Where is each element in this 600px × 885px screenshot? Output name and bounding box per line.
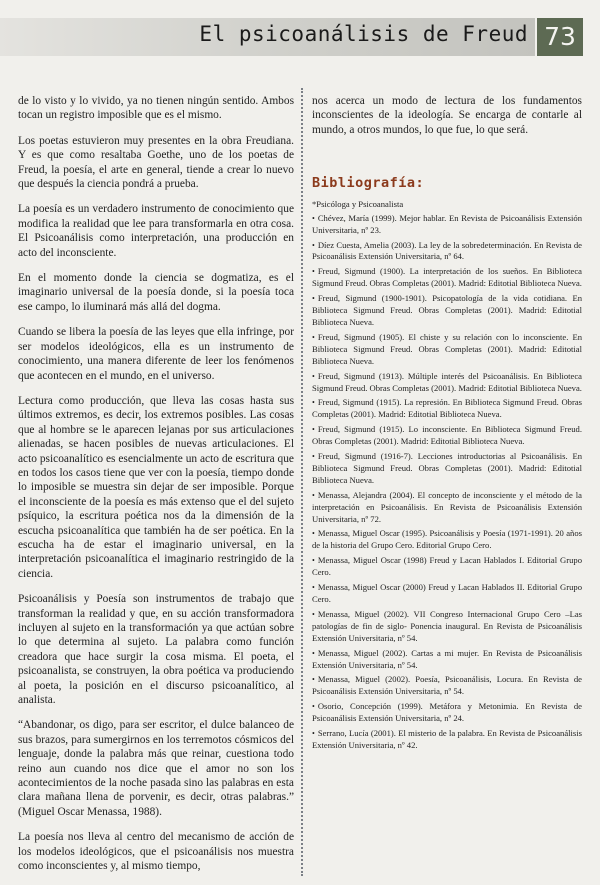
bullet-icon: • (312, 490, 315, 500)
entry-text: Menassa, Miguel (2002). Poesía, Psicoanálisis, Locura. En Revista de Psicoanálisis Extensión Universitaria, nº 54. (312, 674, 582, 697)
entry-text: Serrano, Lucía (2001). El misterio de la palabra. En Revista de Psicoanálisis Extensión Universitaria, nº 42. (312, 728, 582, 750)
entry-text: Chévez, María (1999). Mejor hablar. En Revista de Psicoanálisis Extensión Universitaria, nº 23. (312, 212, 582, 235)
entry-text: Freud, Sigmund (1916-7). Lecciones introductorias al Psicoanálisis. En Biblioteca Sigmund Freud. Obras Completas (2001). Madrid: Editotial Biblioteca Nueva. (312, 451, 582, 485)
paragraph: En el momento donde la ciencia se dogmatiza, es el imaginario universal de la poesía donde, si la poesía toca ese campo, lo iluminará más allá del dogma. (18, 272, 294, 313)
paragraph: Los poetas estuvieron muy presentes en la obra Freudiana. Y es que como resaltaba Goethe, uno de los poetas de Freud, la poesía, el arte en general, tiende a crear lo nuevo que después la ciencia pondrá a prueba. (18, 134, 294, 191)
bullet-icon: • (312, 583, 315, 593)
entry-text: Freud, Sigmund (1900-1901). Psicopatología de la vida cotidiana. En Biblioteca Sigmund Freud. Obras Completas (2001). Madrid: Editotial Biblioteca Nueva. (312, 293, 582, 327)
entry-text: Menassa, Miguel Oscar (1995). Psicoanálisis y Poesía (1971-1991). 20 años de la historia del Grupo Cero. Editorial Grupo Cero. (312, 528, 582, 551)
bibliography-entry (312, 528, 582, 552)
bibliography-entry (312, 674, 582, 698)
running-title: El psicoanálisis de Freud (199, 22, 528, 46)
entry-text: Osorio, Concepción (1999). Metáfora y Metonimia. En Revista de Psicoanálisis Extensión Universitaria, nº 24. (312, 701, 582, 724)
entry-text: Menassa, Miguel Oscar (2000) Freud y Lacan Hablados II. Editorial Grupo Cero. (312, 582, 582, 604)
bibliography-list (312, 213, 582, 752)
bullet-icon: • (312, 556, 315, 566)
paragraph: La poesía es un verdadero instrumento de conocimiento que modifica la realidad que lee para transformarla en otra cosa. El Psicoanálisis como interpretación, una producción en acto del inconsciente. (18, 203, 294, 259)
bibliography-entry (312, 213, 582, 237)
bullet-icon: • (312, 371, 315, 381)
entry-text: Menassa, Miguel (2002). Cartas a mi mujer. En Revista de Psicoanálisis Extensión Universitaria, nº 54. (312, 647, 582, 670)
paragraph: Cuando se libera la poesía de las leyes que ella infringe, por ser modelos ideológicos, ella es un instrumento de conocimiento, una manera diferente de leer los fenómenos que acontecen en el mundo, en el universo. (18, 326, 294, 382)
bibliography-entry (312, 371, 582, 395)
entry-text: Freud, Sigmund (1905). El chiste y su relación con lo inconsciente. En Biblioteca Sigmund Freud. Obras Completas (2001). Madrid: Editotial Biblioteca Nueva. (312, 331, 582, 366)
bullet-icon: • (312, 702, 315, 712)
paragraph: Psicoanálisis y Poesía son instrumentos de trabajo que transforman la realidad y que, en su acción transformadora incluyen al sujeto en la transformación ya que actúan sobre lo que determina al sujeto. La palabra como función creadora que hace surgir la cosa misma. El poeta, el psicoanalista, se construyen, la obra poética va produciendo al poeta, la posición en el discurso psicoanalítico, al analista. (18, 593, 294, 707)
bullet-icon: • (312, 425, 315, 435)
bullet-icon: • (312, 398, 315, 408)
entry-text: Menassa, Alejandra (2004). El concepto de inconsciente y el método de la interpretación en Psicoanálisis. En Revista de Psicoanálisis Extensión Universitaria, nº 72. (312, 489, 582, 524)
paragraph: La poesía nos lleva al centro del mecanismo de acción de los modelos ideológicos, que el psicoanálisis nos muestra como inconscientes y, al mismo tiempo, (18, 831, 294, 873)
bibliography-heading: Bibliografía: (312, 175, 425, 192)
bullet-icon: • (312, 609, 315, 619)
bullet-icon: • (312, 240, 315, 250)
column-divider (301, 88, 303, 876)
page-number: 73 (537, 18, 583, 56)
bullet-icon: • (312, 675, 315, 685)
entry-text: Menassa, Miguel (2002). VII Congreso Internacional Grupo Cero –Las patologías de fin de siglo- Ponencia inaugural. En Revista de Psicoanálisis Extensión Universitaria, nº 54. (312, 608, 582, 643)
bullet-icon: • (312, 213, 315, 223)
quote-paragraph: “Abandonar, os digo, para ser escritor, el dulce balanceo de sus brazos, para sumergirnos en los terremotos cósmicos del lenguaje, donde la palabra más que reinar, cuestiona todo reino aun cuando nos dice que el amor no son los acontecimientos de la noche pasada sino las palabras en esta clara mañana llena de porvenir, es decir, otras palabras.” (Miguel Oscar Menassa, 1988). (18, 719, 294, 818)
bullet-icon: • (312, 529, 315, 539)
entry-text: Freud, Sigmund (1915). Lo inconsciente. En Biblioteca Sigmund Freud. Obras Completas (2001). Madrid: Editotial Biblioteca Nueva. (312, 424, 582, 447)
bibliography-entry (312, 555, 582, 579)
paragraph: Lectura como producción, que lleva las cosas hasta sus últimos extremos, es decir, los extremos posibles. Las cosas que al hombre se le aparecen lejanas por sus articulaciones alienadas, se hacen posibles de nuevas articulaciones. El acto psicoanalítico es esencialmente un acto de escritura que en todos los casos tiene que ver con la poesía, tiempo donde lo imposible se muestra sin dejar de ser imposible. Porque el inconsciente de la poesía es más extenso que el del sujeto psíquico, la escritura poética nos da la dimensión de la escucha psicoanalítica que también ha de ser poética. En la escucha ha de estar el imaginario universal, en la interpretación psicoanalítica el imaginario restringido de la ciencia. (18, 394, 294, 580)
bibliography-entry (312, 728, 582, 752)
bullet-icon: • (312, 452, 315, 462)
bibliography-entry (312, 293, 582, 329)
right-column (312, 94, 582, 755)
entry-text: Menassa, Miguel Oscar (1998) Freud y Lacan Hablados I. Editorial Grupo Cero. (312, 555, 582, 578)
bullet-icon: • (312, 294, 315, 304)
bibliography-entry (312, 582, 582, 606)
entry-text: Freud, Sigmund (1900). La interpretación de los sueños. En Biblioteca Sigmund Freud. Obras Completas (2001). Madrid: Editotial Biblioteca Nueva. (312, 266, 582, 289)
entry-text: Díez Cuesta, Amelia (2003). La ley de la sobredeterminación. En Revista de Psicoanálisis Extensión Universitaria, nº 64. (312, 239, 582, 262)
bullet-icon: • (312, 267, 315, 277)
bibliography-entry (312, 609, 582, 645)
entry-text: Freud, Sigmund (1915). La represión. En Biblioteca Sigmund Freud. Obras Completas (2001). Madrid: Editotial Biblioteca Nueva. (312, 397, 582, 420)
bibliography-entry (312, 648, 582, 672)
bibliography-entry (312, 266, 582, 290)
closing-paragraph: nos acerca un modo de lectura de los fundamentos inconscientes de la ideología. Se encarga de contarle al mundo, a otros mundos, lo que fue, lo que será. (312, 95, 582, 136)
bibliography-entry (312, 397, 582, 421)
entry-text: Freud, Sigmund (1913). Múltiple interés del Psicoanálisis. En Biblioteca Sigmund Freud. Obras Completas (2001). Madrid: Editotial Biblioteca Nueva. (312, 370, 582, 393)
author-note: *Psicóloga y Psicoanalista (312, 199, 404, 210)
left-column (18, 94, 294, 885)
bibliography-entry (312, 451, 582, 487)
bibliography-entry (312, 424, 582, 448)
bullet-icon: • (312, 648, 315, 658)
bibliography-entry (312, 240, 582, 264)
paragraph: de lo visto y lo vivido, ya no tienen ningún sentido. Ambos tocan un registro imposible que es el mismo. (18, 95, 294, 122)
page-header (0, 18, 600, 56)
bibliography-entry (312, 490, 582, 526)
bibliography-entry (312, 332, 582, 368)
bullet-icon: • (312, 729, 315, 739)
bullet-icon: • (312, 332, 315, 342)
bibliography-entry (312, 701, 582, 725)
